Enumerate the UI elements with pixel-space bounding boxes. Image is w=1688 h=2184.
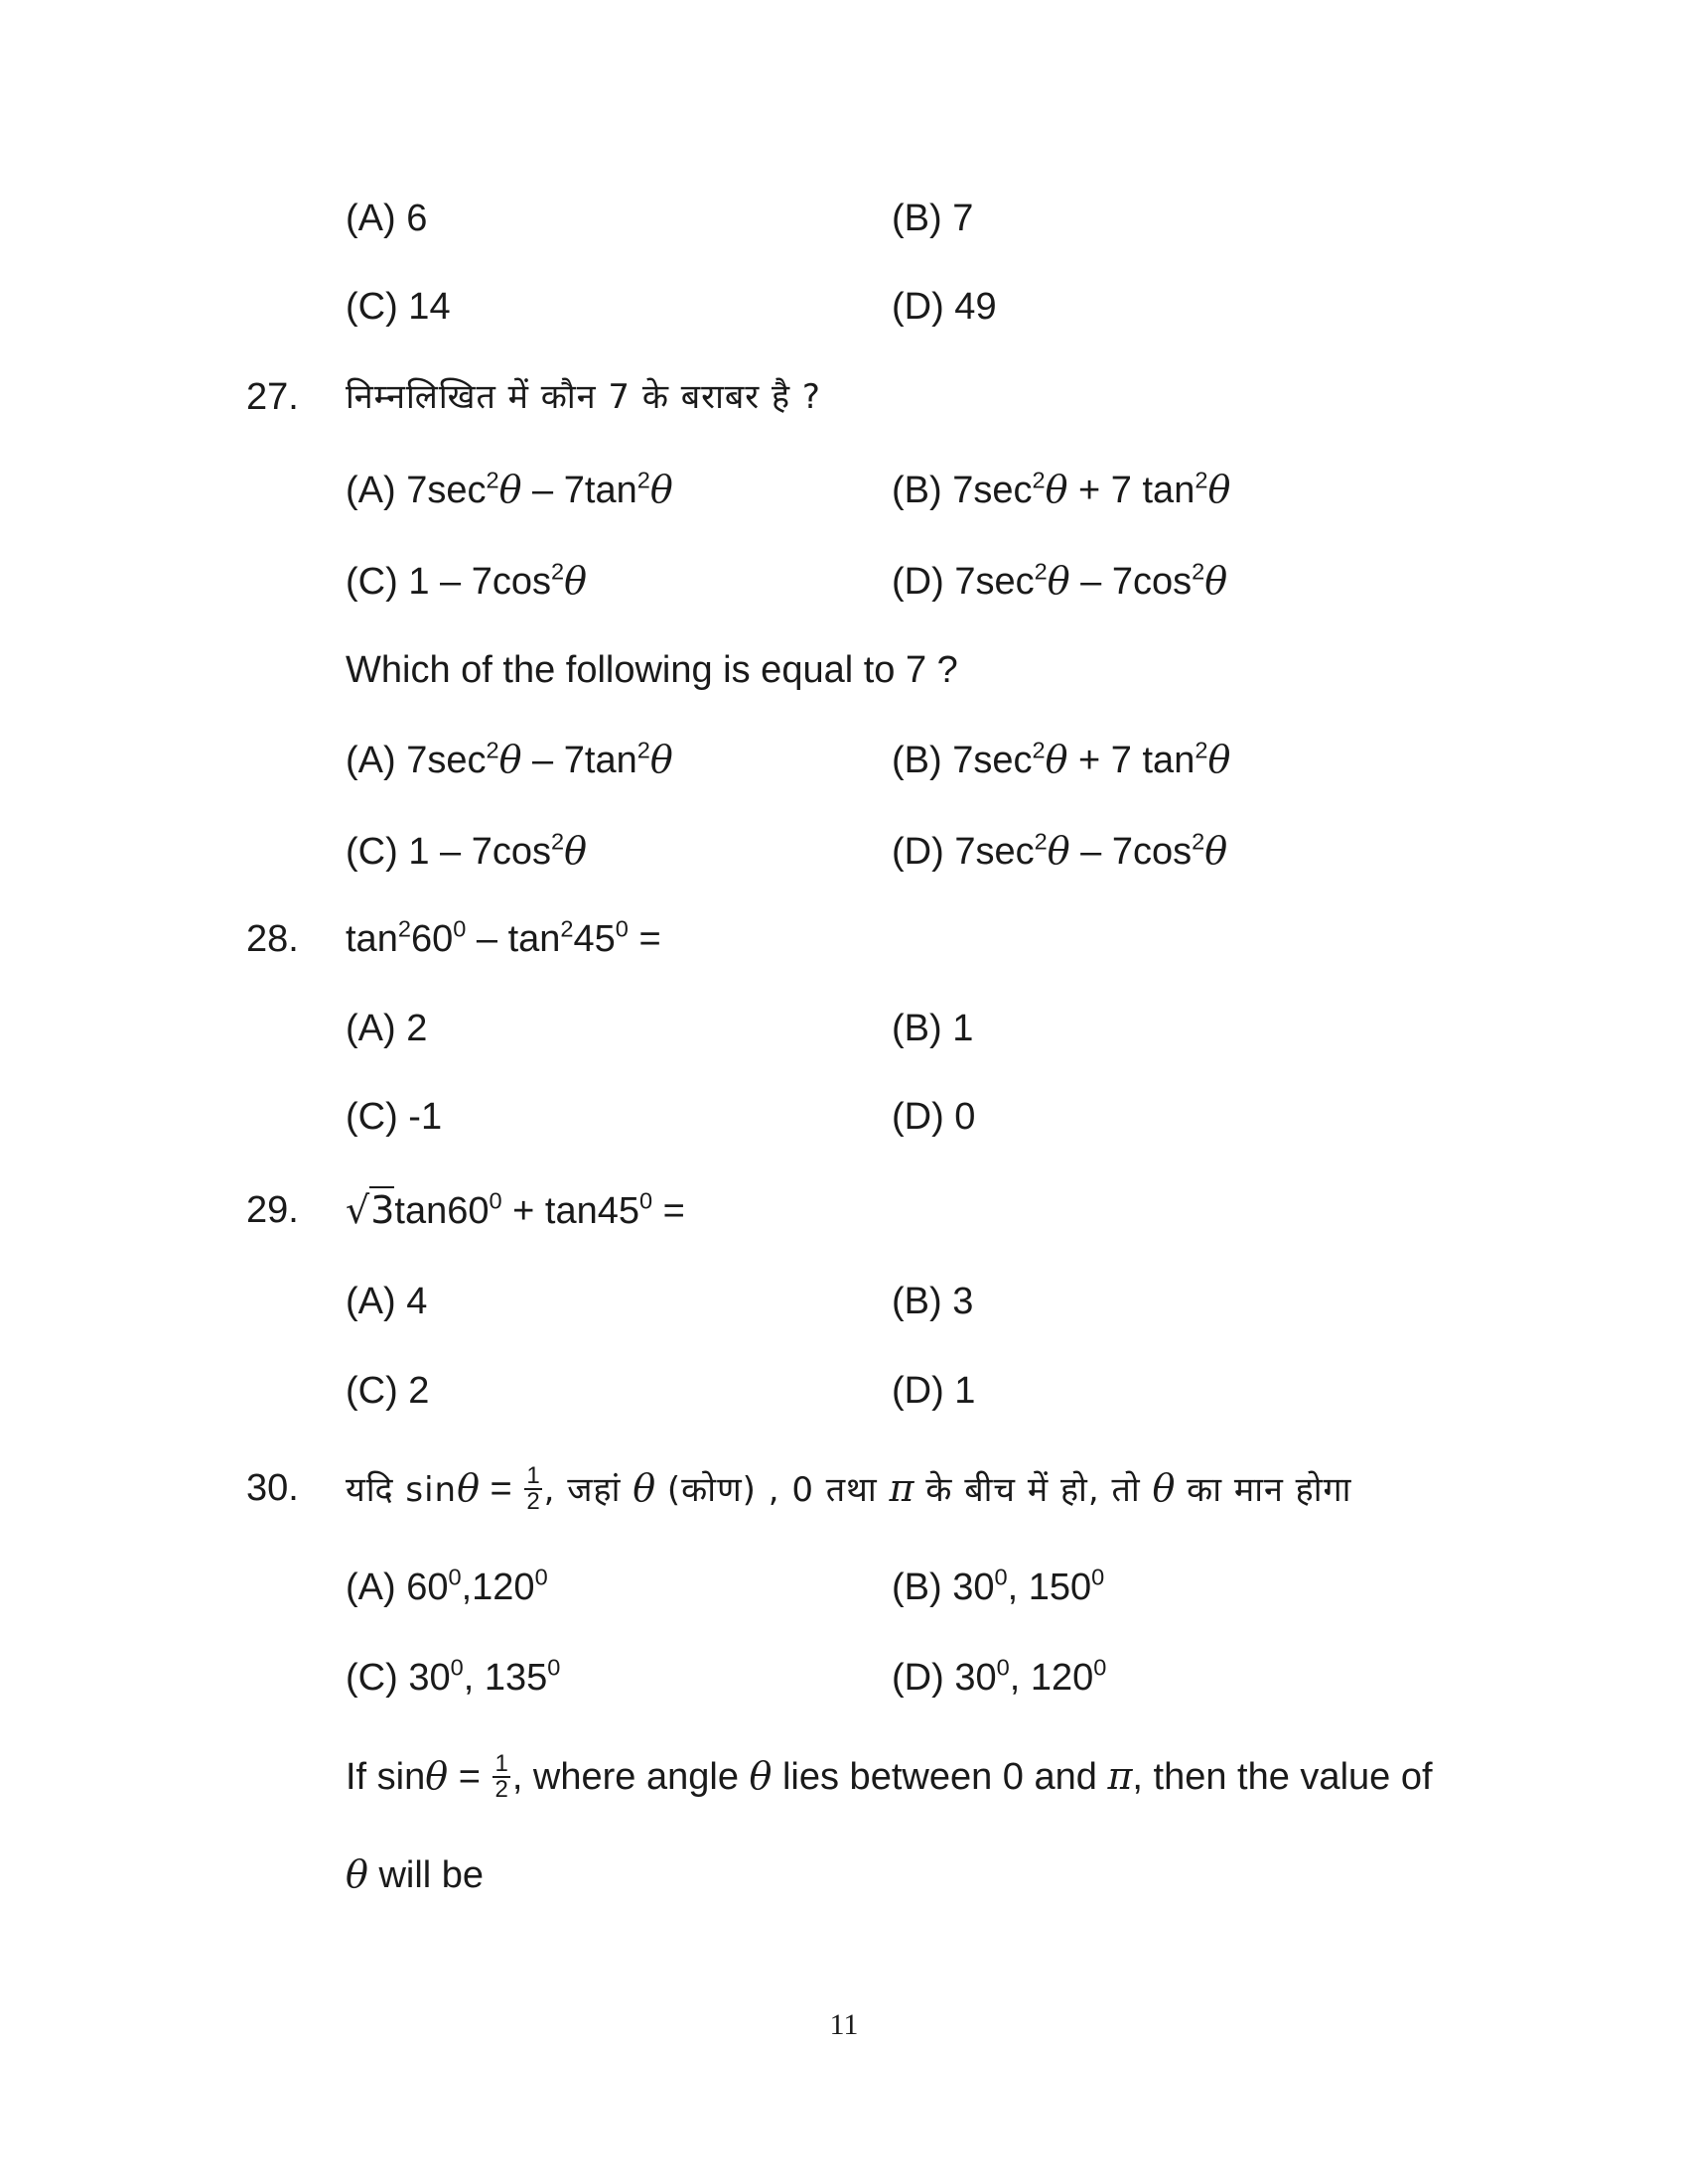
- q29-option-d: (D) 1: [892, 1370, 976, 1412]
- q30-stem-english-line2: θ will be: [346, 1852, 485, 1896]
- q30-stem-hindi: यदि sinθ = $\frac{1}{2}$ , जहां θ (कोण) , 0 तथा π के बीच में हो, तो θ का मान होगा: [346, 1461, 1352, 1515]
- one-half-fraction: $\frac{1}{2}$: [526, 1461, 540, 1515]
- q26-option-c: (C) 14: [346, 286, 451, 328]
- q26-option-d: (D) 49: [892, 286, 997, 328]
- q27-number: 27.: [246, 376, 299, 418]
- q30-hi-option-c: (C) $30^0$, $135^0$: [346, 1654, 561, 1699]
- q30-stem-english: If sinθ = $\frac{1}{2}$ , where angle θ lies between 0 and π, then the value of: [346, 1749, 1433, 1803]
- q27-en-option-a: (A) $7\sec^2\theta - 7\tan^2\theta$: [346, 737, 673, 781]
- q29-option-c: (C) 2: [346, 1370, 430, 1412]
- q28-number: 28.: [246, 918, 299, 960]
- q28-option-c: (C) -1: [346, 1096, 443, 1138]
- q28-option-d: (D) 0: [892, 1096, 976, 1138]
- q28-option-a: (A) 2: [346, 1008, 428, 1049]
- q29-option-b: (B) 3: [892, 1281, 974, 1322]
- q27-en-option-c: (C) $1 - 7\cos^2\theta$: [346, 828, 587, 873]
- q29-stem: $√3\tan 60^0 + \tan 45^0$ =: [346, 1187, 685, 1232]
- q28-option-b: (B) 1: [892, 1008, 974, 1049]
- q27-hi-option-c: (C) $1 - 7\cos^2\theta$: [346, 558, 587, 603]
- q26-option-a: (A) 6: [346, 198, 428, 239]
- q27-stem-english: Which of the following is equal to 7 ?: [346, 649, 958, 691]
- q30-hi-option-d: (D) $30^0$, $120^0$: [892, 1654, 1107, 1699]
- q27-stem-hindi: निम्नलिखित में कौन 7 के बराबर है ?: [346, 377, 821, 417]
- q28-stem: $\tan^260^0 - \tan^245^0$ =: [346, 915, 661, 960]
- q27-hi-option-b: (B) $7\sec^2\theta + 7$ $\tan^2\theta$: [892, 467, 1231, 511]
- one-half-fraction: $\frac{1}{2}$: [494, 1749, 508, 1803]
- q30-hi-option-a: (A) $60^0,120^0$: [346, 1564, 548, 1608]
- q27-hi-option-d: (D) $7\sec^2\theta - 7\cos^2\theta$: [892, 558, 1228, 603]
- q29-number: 29.: [246, 1189, 299, 1231]
- q27-en-option-b: (B) $7\sec^2\theta + 7$ $\tan^2\theta$: [892, 737, 1231, 781]
- q30-number: 30.: [246, 1467, 299, 1509]
- q27-hi-option-a: (A) $7\sec^2\theta - 7\tan^2\theta$: [346, 467, 673, 511]
- q29-option-a: (A) 4: [346, 1281, 428, 1322]
- sqrt-icon: √3: [346, 1188, 395, 1232]
- q30-hi-option-b: (B) $30^0$, $150^0$: [892, 1564, 1105, 1608]
- page-number: 11: [829, 2008, 859, 2041]
- q27-en-option-d: (D) $7\sec^2\theta - 7\cos^2\theta$: [892, 828, 1228, 873]
- q26-option-b: (B) 7: [892, 198, 974, 239]
